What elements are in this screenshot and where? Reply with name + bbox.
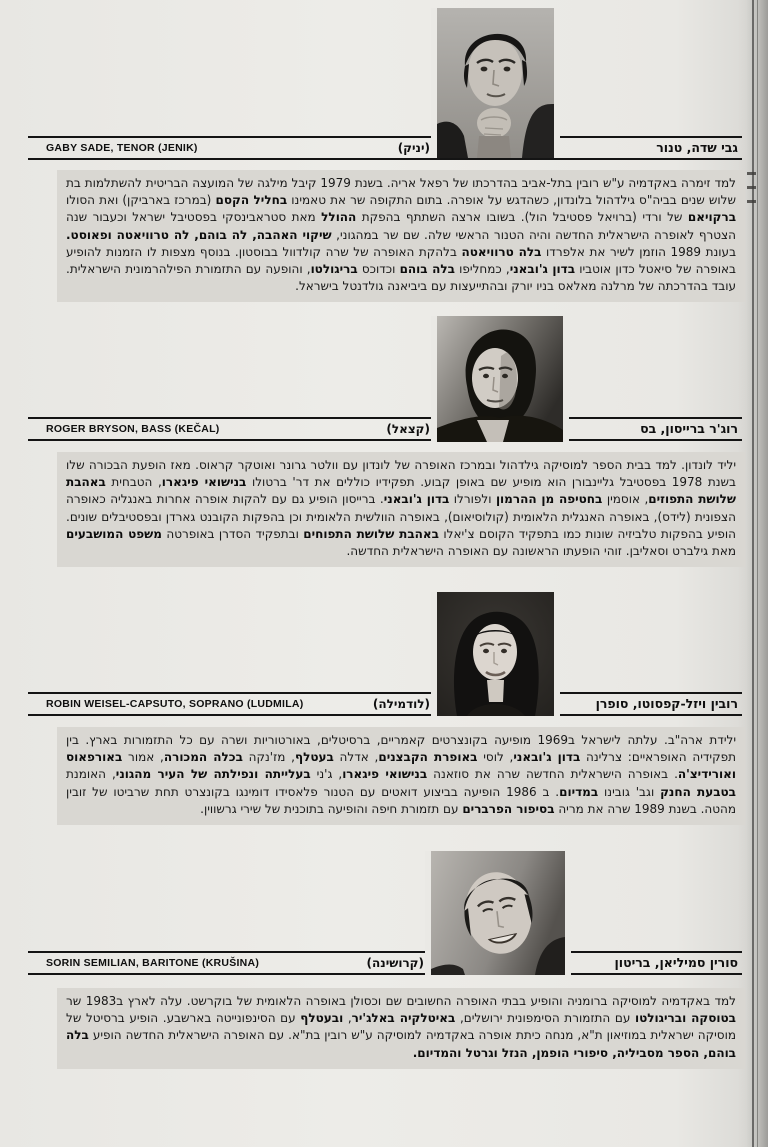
bio-photo-roger-bryson xyxy=(431,316,569,442)
performer-role-hebrew: (לודמילה) xyxy=(372,697,430,711)
performer-name-hebrew: סורין סמיליאן, בריטון xyxy=(614,955,738,970)
bio-header-robin-weisel-capsuto xyxy=(28,692,742,716)
bio-header-gaby-sade xyxy=(28,136,742,160)
bio-photo-gaby-sade xyxy=(431,8,560,158)
page-edge-line xyxy=(757,0,758,1147)
bio-photo-robin-weisel-capsuto xyxy=(431,592,560,716)
performer-name-hebrew: רובין ויזל-קפסוטו, סופרן xyxy=(595,696,738,711)
performer-name-english: ROGER BRYSON, BASS (KEČAL) xyxy=(46,423,220,435)
scan-artifact-tick xyxy=(747,186,756,189)
scan-artifact-tick xyxy=(747,200,756,203)
bio-paragraph-sorin-semilian: למד באקדמיה למוסיקה ברומניה והופיע בבתי האופרה החשובים שם וכסולן באופרה הלאומית של בוקרשט. עלה לארץ ב1983 שר בטוסקה ובריגולטו עם התזמורת הסימפונית ירושלים, באיטלקיה באלג'יר, ובעטלף עם הסינפונייטה בארשבע. הופיע ברסיטל של מוסיקה ישראלית במוזיאון ת"א, מנחה כיתת אופרה באקדמיה למוסיקה ע"ש רובין בת"א. עם האופרה הישראלית החדשה הופיע בלה בוהם, הספר מסביליה, סיפורי הופמן, הנזל וגרטל והמדיום. xyxy=(57,988,745,1069)
portrait-photo xyxy=(437,316,563,442)
performer-name-english: SORIN SEMILIAN, BARITONE (KRUŠINA) xyxy=(46,957,260,969)
bio-header-sorin-semilian xyxy=(28,951,742,975)
portrait-photo xyxy=(437,592,554,716)
portrait-photo xyxy=(437,8,554,158)
portrait-photo xyxy=(431,851,565,975)
performer-name-english: GABY SADE, TENOR (JENIK) xyxy=(46,142,198,154)
scan-artifact-tick xyxy=(747,172,756,175)
bio-paragraph-roger-bryson: יליד לונדון. למד בבית הספר למוסיקה גילדהול ובמרכז האופרה של לונדון עם וולטר גרונר ואוטקר קראוס. מאז הופעת הבכורה שלו בשנת 1978 בפסטיבל גליינבורן הוא מופיע שם באופן קבוע. תפקידיו כוללים את דר' ברטולו בנישואי פיגארו, הטבחית באהבת שלושת התפוזים, אוסמין בחטיפה מן ההרמון ולפורלו בדון ג'ובאני. ברייסון הופיע גם עם להקות אופרה אחרות באנגליה כאופרה הצפונית (לידס), באופרה האנגלית הלאומית (קולוסיאום), באופרה הוולשית הלאומית וכן בהפקות הקובנט גארדן ובפסטיבלים שונים. הופיע בהפקות טלביזיה שונות כמו בתפקיד הקוסם צ'יאלו באהבת שלושת התפוחים ובתפקיד הסדרן באופרטה משפט המושבעים מאת גילברט וסאליבן. זוהי הופעתו הראשונה עם האופרה הישראלית החדשה. xyxy=(57,452,745,567)
performer-role-hebrew: (קרושינה) xyxy=(366,956,424,970)
bio-photo-sorin-semilian xyxy=(425,851,571,975)
performer-name-english: ROBIN WEISEL-CAPSUTO, SOPRANO (LUDMILA) xyxy=(46,698,304,710)
bio-paragraph-gaby-sade: למד זימרה באקדמיה ע"ש רובין בתל-אביב בהדרכתו של רפאל אריה. בשנת 1979 קיבל מילגה של המועצה הבריטית להשתלמות בת שלוש שנים בביה"ס גילדהול בלונדון, כשהדגש על אופרה. בתום התקופה שר את טאמינו בחליל הקסם (במרכז בארביקן) ואת הסולו ברקויאם של ורדי (ברויאל פסטיבל הול). בשובו ארצה השתתף בהפקת ההולל מאת סטראבינסקי בפסטיבל ישראל וכעבור שנה הצטרף לאופרה הישראלית החדשה והיה הטנור הראשי שלה. שם שר במהגוני, שיקוי האהבה, לה בוהם, לה טרוויאטה ופאוסט. בעונת 1989 הוזמן לשיר את אלפרדו בלה טרוויאטה בלהקת האופרה של שרה קולדוול בבוסטון. בנוסף מצפות לו הזמנות להופיע באופרה של סיאטל כדון אוטביו בדון ג'ובאני, כמחליפו בלה בוהם וכדוכס בריגולטו, והופעה עם התזמורת הפילהרמונית הישראלית. עובד בהדרכתה של מרלנה מאלאס בניו יורק ובהתייעצות עם ביביאנה גולדנטל בישראל. xyxy=(57,170,745,302)
performer-role-hebrew: (יניק) xyxy=(397,141,430,155)
performer-name-hebrew: גבי שדה, טנור xyxy=(656,140,738,155)
bio-paragraph-robin-weisel-capsuto: ילידת ארה"ב. עלתה לישראל ב1969 מופיעה בקונצרטים קאמריים, ברסיטלים, באורטוריות ושרה עם כל התזמורות בארץ. בין תפקידיה האופראיים: צרלינה בדון ג'ובאני, לוסי באופרת הקבצנים, אדלה בעטלף, מז'נקה בכלה המכורה, אמור באורפאוס ואורידיצ'ה. באופרה הישראלית החדשה שרה את סוזאנה בנישואי פיגארו, ג'ני בעלייתה ונפילתה של העיר מהגוני, האומנת בטבעת החנק וגב' גובינו במדיום. ב 1986 הופיעה בביצוע דואטים עם הטנור פלאסידו דומינגו בקונצרט תחת שרביטו של זובין מהטה. בשנת 1989 שרה את מריה בסיפור הפרברים עם תזמורת חיפה והופיעה בתוכנית של שירי גרשווין. xyxy=(57,727,745,825)
bio-header-roger-bryson xyxy=(28,417,742,441)
performer-role-hebrew: (קצאל) xyxy=(386,422,430,436)
performer-name-hebrew: רוג'ר ברייסון, בס xyxy=(640,421,738,436)
